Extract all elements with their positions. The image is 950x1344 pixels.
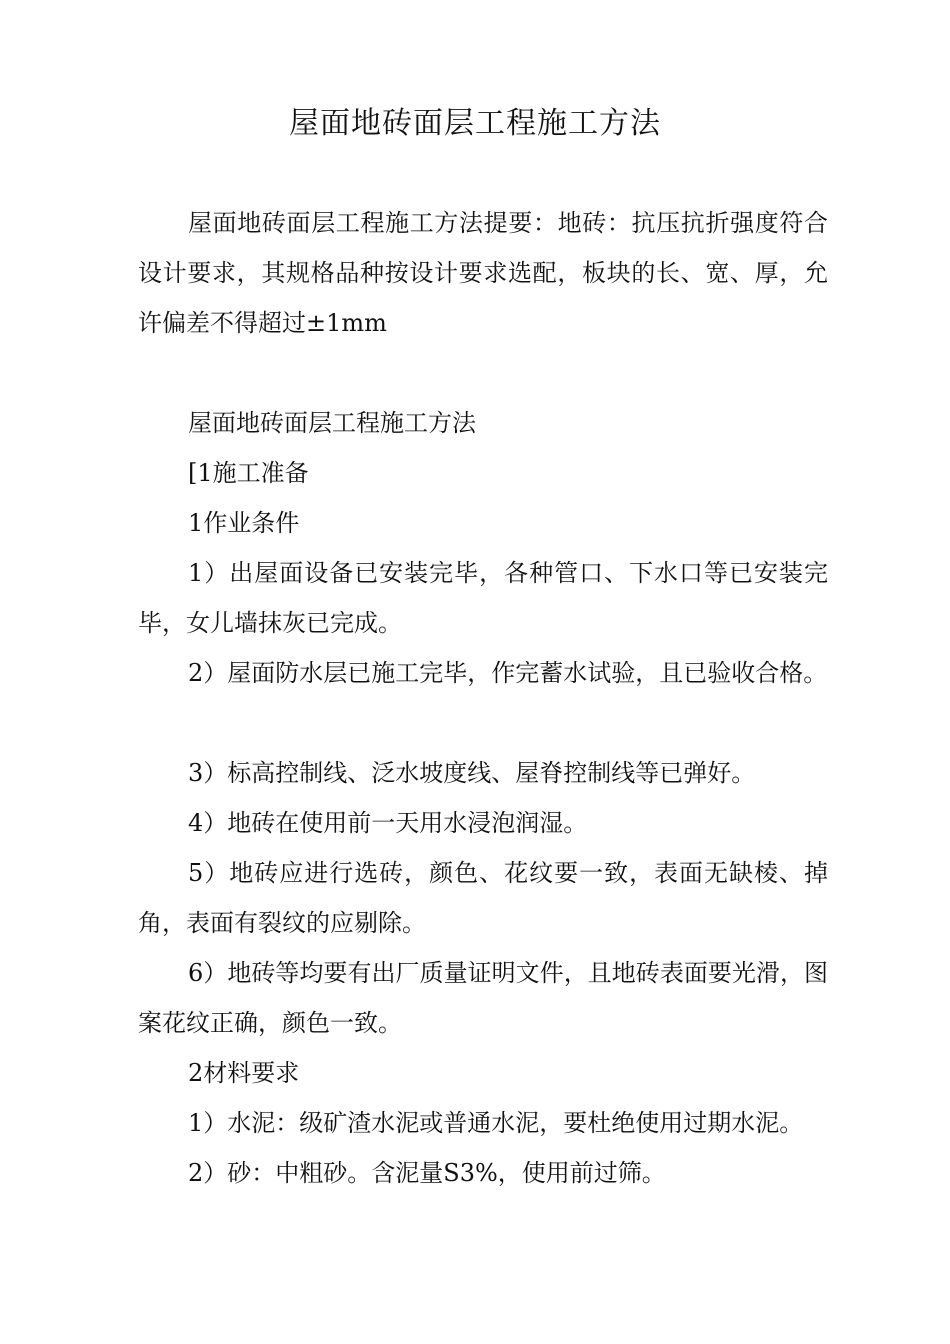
chapter-heading: [1施工准备 — [188, 459, 309, 487]
condition-item-3: 3）标高控制线、泛水坡度线、屋脊控制线等已弹好。 — [188, 759, 756, 787]
condition-item-6: 6）地砖等均要有出厂质量证明文件，且地砖表面要光滑，图案花纹正确，颜色一致。 — [138, 959, 828, 1037]
material-item-2: 2）砂：中粗砂。含泥量S3%，使用前过筛。 — [188, 1159, 666, 1187]
document-title: 屋面地砖面层工程施工方法 — [289, 106, 661, 141]
subsection-heading-work-conditions: 1作业条件 — [188, 509, 300, 537]
material-item-1: 1）水泥：级矿渣水泥或普通水泥，要杜绝使用过期水泥。 — [188, 1109, 804, 1137]
summary-paragraph: 屋面地砖面层工程施工方法提要：地砖：抗压抗折强度符合设计要求，其规格品种按设计要求选配，板块的长、宽、厚，允许偏差不得超过±1mm — [138, 209, 828, 337]
subsection-heading-materials: 2材料要求 — [188, 1059, 300, 1087]
condition-item-4: 4）地砖在使用前一天用水浸泡润湿。 — [188, 809, 588, 837]
section-title: 屋面地砖面层工程施工方法 — [188, 409, 476, 437]
condition-item-1: 1）出屋面设备已安装完毕，各种管口、下水口等已安装完毕，女儿墙抹灰已完成。 — [138, 559, 828, 637]
condition-item-2: 2）屋面防水层已施工完毕，作完蓄水试验，且已验收合格。 — [188, 659, 828, 687]
condition-item-5: 5）地砖应进行选砖，颜色、花纹要一致，表面无缺棱、掉角，表面有裂纹的应剔除。 — [138, 859, 828, 937]
